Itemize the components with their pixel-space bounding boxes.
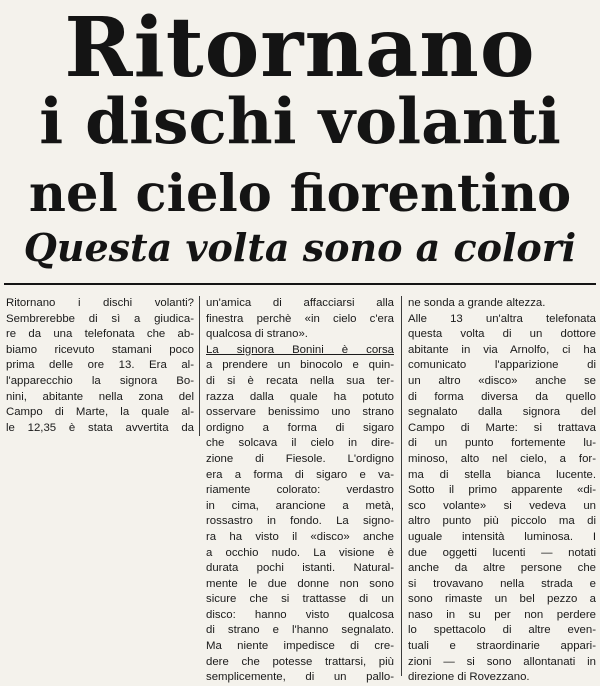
text-line: sco volante» si vedeva un bbox=[408, 499, 596, 512]
text-line: finestra perchè «in cielo c'era bbox=[206, 312, 394, 325]
text-line: sicure che si trattasse di un bbox=[206, 593, 394, 606]
article-column-3 bbox=[408, 296, 596, 686]
text-line: due oggetti lucenti — notati bbox=[408, 546, 596, 559]
text-line: segnalato dalla signora del bbox=[408, 406, 596, 419]
text-line: questa volta di un dottore bbox=[408, 328, 596, 341]
text-line: in cima, arancione a metà, bbox=[206, 499, 394, 512]
text-line: anche da altre persone che bbox=[408, 562, 596, 575]
text-line: qualcosa di strano». bbox=[206, 328, 308, 341]
subtitle: Questa volta sono a colori bbox=[23, 225, 577, 270]
text-line: ma di stella bianca lucente. bbox=[408, 468, 596, 481]
text-line: a prendere un binocolo e quin- bbox=[206, 359, 394, 372]
text-line: Sotto il primo apparente «di- bbox=[408, 484, 596, 497]
text-line: che solcava il cielo in dire- bbox=[206, 437, 394, 450]
text-line: biamo ricevuto stamani poco bbox=[6, 343, 194, 356]
text-line: un'amica di affacciarsi alla bbox=[206, 297, 394, 309]
text-line: Sembrerebbe di sì a giudica- bbox=[6, 312, 194, 325]
text-line: altro punto più piccolo ma di bbox=[408, 515, 596, 528]
headline-line-2: i dischi volanti bbox=[39, 84, 561, 158]
text-line: semplicemente, di un pallo- bbox=[206, 671, 394, 684]
text-line: uguale intensità luminosa. I bbox=[408, 530, 596, 543]
column-divider bbox=[199, 296, 200, 436]
text-line: disco: hanno visto qualcosa bbox=[206, 608, 394, 621]
text-line: minoso, alto nel cielo, a for- bbox=[408, 452, 596, 465]
text-line: tuali e straordinarie appari- bbox=[408, 640, 596, 653]
text-line: le 12,35 è stata avvertita da bbox=[6, 421, 194, 434]
text-line: Campo di Marte, la quale al- bbox=[6, 406, 194, 419]
text-line: Ritornano i dischi volanti? bbox=[6, 297, 194, 309]
text-line: lo spettacolo di altre even- bbox=[408, 624, 596, 637]
headline-line-3: nel cielo fiorentino bbox=[28, 164, 572, 224]
text-line: dere che potesse trattarsi, più bbox=[206, 655, 394, 668]
text-line: re da una telefonata che ab- bbox=[6, 328, 194, 341]
headline-rule bbox=[4, 283, 596, 285]
article-column-2 bbox=[206, 296, 394, 686]
text-line: La signora Bonini è corsa bbox=[206, 343, 394, 356]
text-line: ra ha visto il «disco» anche bbox=[206, 530, 394, 543]
text-line: di si è recata nella sua ter- bbox=[206, 374, 394, 387]
text-line: direzione di Rovezzano. bbox=[408, 671, 530, 684]
text-line: rossastro in fondo. La signo- bbox=[206, 515, 394, 528]
text-line: l'apparecchio la signora Bo- bbox=[6, 374, 194, 387]
text-line: di un punto fortemente lu- bbox=[408, 437, 596, 450]
text-line: mente le due donne non sono bbox=[206, 577, 394, 590]
text-line: riamente colorato: verdastro bbox=[206, 484, 394, 497]
text-line: comunicato l'apparizione di bbox=[408, 359, 596, 372]
text-line: naso in su per non perdere bbox=[408, 608, 596, 621]
text-line: di strano e l'hanno segnalato. bbox=[206, 624, 394, 637]
text-line: un altro «disco» anche se bbox=[408, 374, 596, 387]
text-line: razza dalla quale ha potuto bbox=[206, 390, 394, 403]
text-line: abitante in via Arnolfo, ci ha bbox=[408, 343, 596, 356]
text-line: ordigno a forma di sigaro bbox=[206, 421, 394, 434]
text-line: sono rimaste un bel pezzo a bbox=[408, 593, 596, 606]
text-line: ne sonda a grande altezza. bbox=[408, 297, 546, 309]
text-line: era a forma di sigaro e va- bbox=[206, 468, 394, 481]
text-line: si trovavano nella strada e bbox=[408, 577, 596, 590]
text-line: a occhio nudo. La visione è bbox=[206, 546, 394, 559]
text-line: nini, abitante nella zona del bbox=[6, 390, 194, 403]
text-line: Alle 13 un'altra telefonata bbox=[408, 312, 596, 325]
text-line: Ma niente impedisce di cre- bbox=[206, 640, 394, 653]
text-line: Campo di Marte: si trattava bbox=[408, 421, 596, 434]
headline-line-1: Ritornano bbox=[64, 0, 536, 96]
article-column-1 bbox=[6, 296, 194, 436]
text-line: prima delle ore 13. Era al- bbox=[6, 359, 194, 372]
column-divider bbox=[401, 296, 402, 676]
text-line: zione di Fiesole. L'ordigno bbox=[206, 452, 394, 465]
text-line: di forma diversa da quello bbox=[408, 390, 596, 403]
text-line: durata pochi istanti. Natural- bbox=[206, 562, 394, 575]
text-line: osservare benissimo uno strano bbox=[206, 406, 394, 419]
text-line: zioni — si sono allontanati in bbox=[408, 655, 596, 668]
